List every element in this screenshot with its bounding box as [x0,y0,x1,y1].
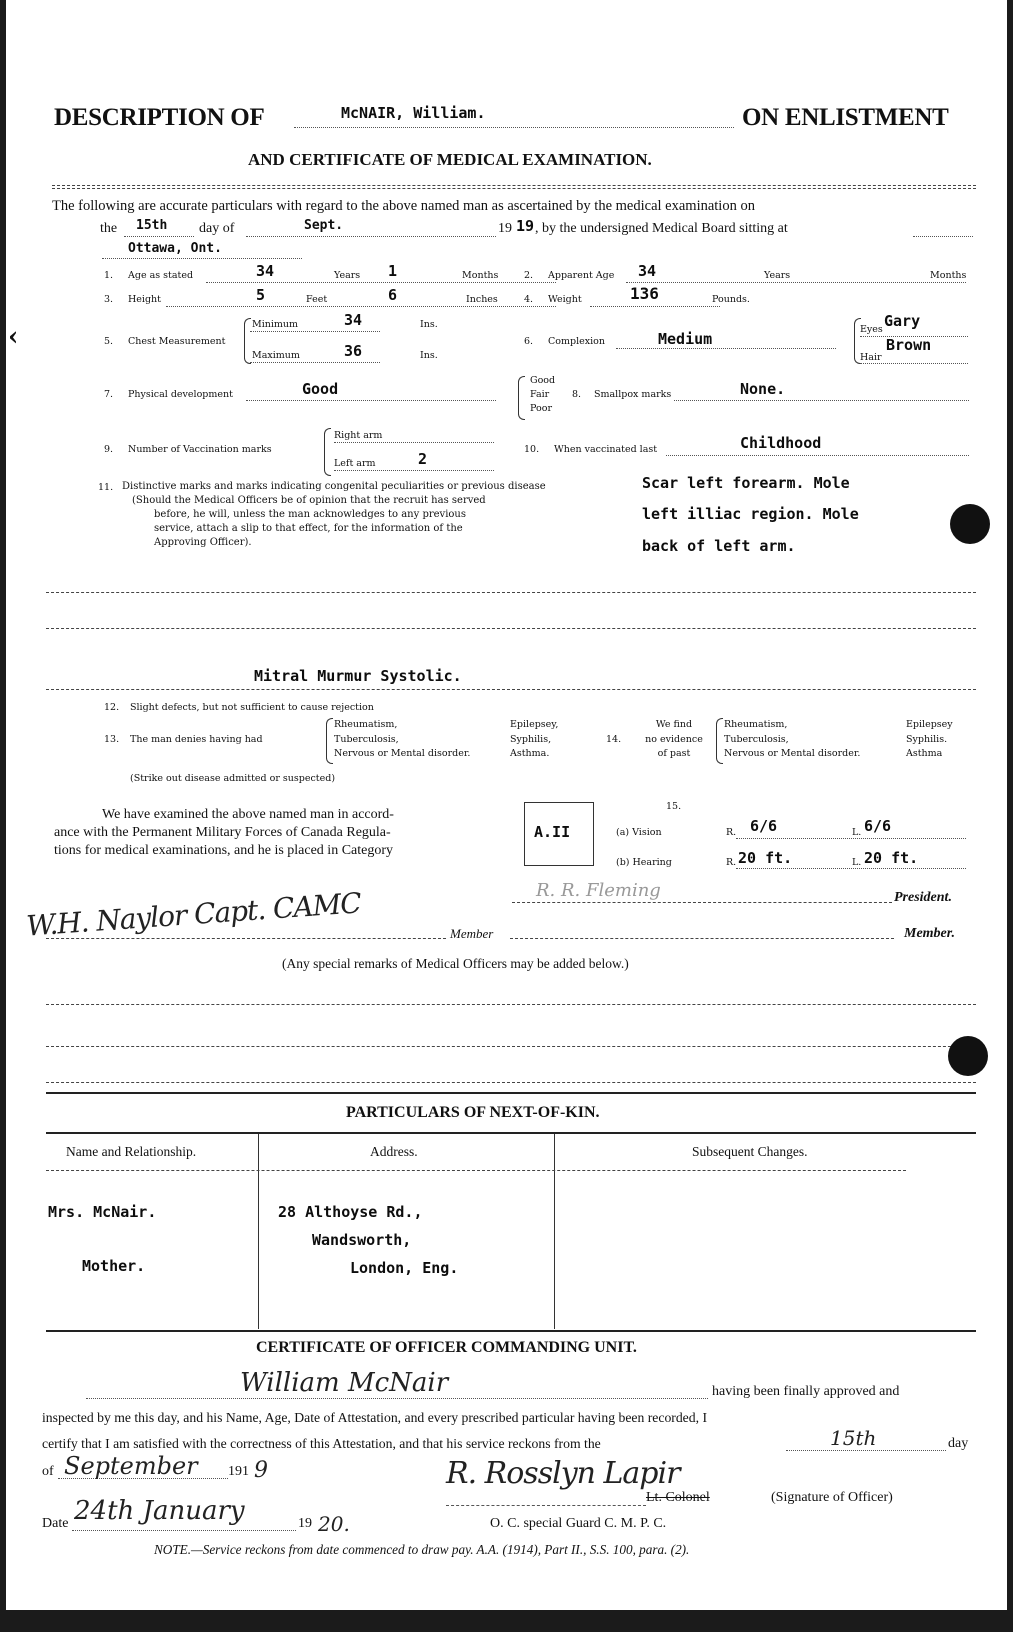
cert-year-prefix: 191 [228,1464,249,1479]
physical-dev-line [246,400,496,401]
weight-label: Weight [548,294,582,305]
header-rule [52,185,976,186]
chest-min-unit: Ins. [420,319,438,330]
age-months: 1 [388,262,398,280]
chest-label: Chest Measurement [128,336,226,347]
chest-min-value: 34 [344,311,363,329]
apparent-years-label: Years [764,270,791,281]
option-fair: Fair [530,389,550,400]
exam-month-line [246,236,496,237]
right-arm-line [334,442,494,443]
no-evidence-label [634,718,714,762]
kin-bottom-rule [46,1330,976,1332]
field-7-num: 7. [104,389,114,400]
president-line [512,902,892,903]
physical-dev-brace [518,376,525,420]
denies-col1 [334,718,470,762]
distinctive-marks-line-3: back of left arm. [642,537,796,555]
denies-epilepsy: Epilepsey, [510,719,559,730]
apparent-age-years: 34 [638,262,657,280]
remarks-line-3 [46,1082,976,1083]
denies-rheumatism: Rheumatism, [334,719,398,730]
punch-hole-top [950,504,990,544]
eyes-value: Gary [884,312,921,330]
member-label-1: Member [450,926,494,941]
smallpox-value: None. [740,380,786,398]
left-arm-label: Left arm [334,458,376,469]
weight-line [590,306,720,307]
option-poor: Poor [530,403,552,414]
cert-name-line [86,1398,708,1399]
member-line-1 [46,938,446,939]
age-months-label: Months [462,270,499,281]
denies-label: The man denies having had [130,734,263,745]
remarks-note: (Any special remarks of Medical Officers may be added below.) [282,956,629,971]
denies-asthma: Asthma. [510,748,550,759]
vaccination-brace [324,428,331,476]
kin-address-line-2: Wandsworth, [312,1231,412,1249]
field-6-num: 6. [524,336,534,347]
weight-value: 136 [630,284,659,303]
cert-date-line [72,1530,296,1531]
apparent-age-label: Apparent Age [548,270,615,281]
kin-address-line-1: 28 Althoyse Rd., [278,1203,423,1221]
hair-value: Brown [886,336,932,354]
height-feet: 5 [256,286,266,304]
cert-day-label: day [948,1436,969,1451]
cert-date-value[interactable]: 24th January [74,1496,245,1526]
header-rule-2 [52,188,976,189]
distinctive-label-line-4: service, attach a slip to that effect, for the information of the [154,523,463,534]
field-8-num: 8. [572,389,582,400]
cert-day-line [786,1450,946,1451]
left-arm-value: 2 [418,450,428,468]
height-inches: 6 [388,286,398,304]
evidence-col2 [906,718,953,762]
kin-col-divider-2 [554,1134,555,1329]
physical-dev-value: Good [302,380,339,398]
left-arm-line [334,470,494,471]
title-right: ON ENLISTMENT [742,104,949,131]
distinctive-marks-label [122,480,546,550]
kin-col-divider-1 [258,1134,259,1329]
denies-syphilis: Syphilis, [510,733,552,745]
intro-line: The following are accurate particulars with regard to the above named man as ascertained by the medical examination on [52,198,755,214]
chest-max-unit: Ins. [420,350,438,361]
cert-line2: inspected by me this day, and his Name, Age, Date of Attestation, and every prescribed particular having been recorded, I [42,1410,708,1425]
smallpox-line [674,400,969,401]
cert-day-value[interactable]: 15th [830,1426,877,1450]
exam-place: Ottawa, Ont. [128,241,222,256]
kin-col-changes-header: Subsequent Changes. [692,1144,808,1159]
cert-signed-name[interactable]: William McNair [240,1368,449,1398]
denies-tuberculosis: Tuberculosis, [334,733,399,745]
kin-relationship: Mother. [82,1257,146,1275]
field-3-num: 3. [104,294,114,305]
member-label-2: Member. [904,926,955,941]
field-12-num: 12. [104,702,120,713]
next-of-kin-heading: PARTICULARS OF NEXT-OF-KIN. [346,1104,600,1121]
age-years: 34 [256,262,275,280]
exam-para-line-1: We have examined the above named man in accord- [102,807,394,822]
field-13-num: 13. [104,734,120,745]
officer-signature[interactable]: R. Rosslyn Lapir [446,1456,680,1491]
punch-hole-bottom [948,1036,988,1076]
no-evidence: no evidence [645,733,703,745]
age-line [206,282,556,283]
blank-line-2 [46,628,976,629]
of-past: of past [657,748,691,759]
cert-line3: certify that I am satisfied with the correctness of this Attestation, and that his service reckons from the [42,1436,601,1451]
enlistment-document [6,0,1009,1610]
vision-label: (a) Vision [616,827,662,838]
evidence-rheumatism: Rheumatism, [724,719,788,730]
hearing-l-label: L. [852,857,862,868]
height-line [166,306,556,307]
distinctive-label-line-2: (Should the Medical Officers be of opinion that the recruit has served [132,495,486,506]
officer-signature-label: (Signature of Officer) [771,1490,893,1505]
chest-min-label: Minimum [252,319,299,330]
category-value: A.II [534,823,571,841]
blank-line-1 [46,592,976,593]
kin-header-rule [46,1132,976,1134]
kin-col-address-header: Address. [370,1144,418,1159]
distinctive-label-line-1: Distinctive marks and marks indicating congenital peculiarities or previous disease [122,481,546,492]
we-find: We find [655,719,693,730]
field-11-num: 11. [98,482,114,493]
intro-board: , by the undersigned Medical Board sitting at [535,221,788,236]
apparent-age-line [626,282,966,283]
height-label: Height [128,294,161,305]
exam-day: 15th [136,218,168,233]
hearing-right: 20 ft. [738,849,793,867]
chest-min-line [250,331,380,332]
exam-para-line-2: ance with the Permanent Military Forces of Canada Regula- [54,825,391,840]
field-1-num: 1. [104,270,114,281]
cert-date-year-value[interactable]: 20. [318,1512,350,1536]
cert-of-label: of [42,1464,54,1479]
evidence-brace [716,718,723,764]
field-2-num: 2. [524,270,534,281]
apparent-months-label: Months [930,270,967,281]
chest-max-line [250,362,380,363]
margin-mark: ‹ [8,322,19,352]
kin-address-line-3: London, Eng. [350,1259,459,1277]
distinctive-marks-line-1: Scar left forearm. Mole [642,474,850,492]
member-line-2 [510,938,894,939]
kin-name: Mrs. McNair. [48,1203,157,1221]
place-line [102,258,302,259]
cert-date-year-prefix: 19 [298,1516,312,1531]
intro-day-of: day of [199,221,235,236]
enlistee-name: McNAIR, William. [341,104,486,122]
certificate-heading: CERTIFICATE OF OFFICER COMMANDING UNIT. [256,1339,637,1356]
hair-label: Hair [860,352,882,363]
intro-year-prefix: 19 [498,221,512,236]
exam-para-line-3: tions for medical examinations, and he is placed in Category [54,843,394,858]
kin-top-rule [46,1092,976,1094]
denies-nervous: Nervous or Mental disorder. [334,748,471,759]
exam-year: 19 [516,217,535,235]
height-feet-label: Feet [306,294,328,305]
defect-value: Mitral Murmur Systolic. [254,667,462,685]
evidence-epilepsy: Epilepsey [906,719,953,730]
distinctive-marks-line-2: left illiac region. Mole [642,505,859,523]
vaccinated-last-value: Childhood [740,434,822,452]
vision-l-label: L. [852,827,862,838]
cert-note: NOTE.—Service reckons from date commenced to draw pay. A.A. (1914), Part II., S.S. 100, para. (2). [154,1542,690,1557]
intro-the: the [100,221,118,236]
president-label: President. [894,890,952,905]
vaccinated-last-line [666,455,969,456]
title-left: DESCRIPTION OF [54,104,265,131]
exam-paragraph [54,806,516,860]
cert-year-value[interactable]: 9 [254,1458,268,1483]
evidence-tuberculosis: Tuberculosis, [724,733,789,745]
vision-right: 6/6 [750,817,778,835]
hearing-r-label: R. [726,857,737,868]
denies-col2 [510,718,558,762]
cert-date-label: Date [42,1516,69,1531]
field-14-num: 14. [606,734,622,745]
exam-day-line [124,236,194,237]
board-line [913,236,973,237]
president-signature[interactable]: R. R. Fleming [536,880,661,901]
exam-month: Sept. [304,218,344,233]
remarks-line-2 [46,1046,976,1047]
evidence-syphilis: Syphilis. [906,733,948,745]
field-4-num: 4. [524,294,534,305]
right-arm-label: Right arm [334,430,383,441]
scan-border-right [1007,0,1013,1632]
vision-line [736,838,966,839]
vaccination-label: Number of Vaccination marks [128,444,272,455]
hearing-label: (b) Hearing [616,857,672,868]
field-15-num: 15. [666,801,682,812]
chest-max-value: 36 [344,342,363,360]
subtitle: AND CERTIFICATE OF MEDICAL EXAMINATION. [248,150,652,169]
field-5-num: 5. [104,336,114,347]
hearing-line [736,868,966,869]
evidence-asthma: Asthma [906,748,943,759]
complexion-line [616,348,836,349]
distinctive-label-line-5: Approving Officer). [154,537,252,548]
strike-out-note: (Strike out disease admitted or suspected) [130,773,336,784]
defect-line [46,689,976,690]
option-good: Good [530,375,556,386]
member-signature[interactable]: W.H. Naylor Capt. CAMC [25,886,362,943]
field-10-num: 10. [524,444,540,455]
officer-rank: Lt. Colonel [646,1490,710,1505]
eyes-label: Eyes [860,324,883,335]
evidence-col1 [724,718,860,762]
chest-max-label: Maximum [252,350,300,361]
hair-line [860,363,968,364]
physical-dev-label: Physical development [128,389,233,400]
vaccinated-last-label: When vaccinated last [554,444,658,455]
kin-col-name-header: Name and Relationship. [66,1144,197,1159]
remarks-line-1 [46,1004,976,1005]
field-9-num: 9. [104,444,114,455]
complexion-value: Medium [658,330,713,348]
evidence-nervous: Nervous or Mental disorder. [724,748,861,759]
cert-line1-tail: having been finally approved and [712,1384,900,1399]
name-line [294,127,734,128]
officer-sig-line [446,1505,646,1506]
smallpox-label: Smallpox marks [594,389,672,400]
cert-month-value[interactable]: September [64,1452,198,1480]
chest-brace [244,318,251,364]
age-label: Age as stated [128,270,194,281]
weight-unit: Pounds. [712,294,750,305]
kin-subheader-rule [46,1170,906,1171]
hearing-left: 20 ft. [864,849,919,867]
vision-r-label: R. [726,827,737,838]
officer-unit: O. C. special Guard C. M. P. C. [490,1516,667,1531]
vision-left: 6/6 [864,817,892,835]
height-inches-label: Inches [466,294,498,305]
slight-defects-label: Slight defects, but not sufficient to cause rejection [130,702,374,713]
distinctive-label-line-3: before, he will, unless the man acknowledges to any previous [154,509,466,520]
complexion-label: Complexion [548,336,605,347]
denies-brace [326,718,333,764]
age-years-label: Years [334,270,361,281]
